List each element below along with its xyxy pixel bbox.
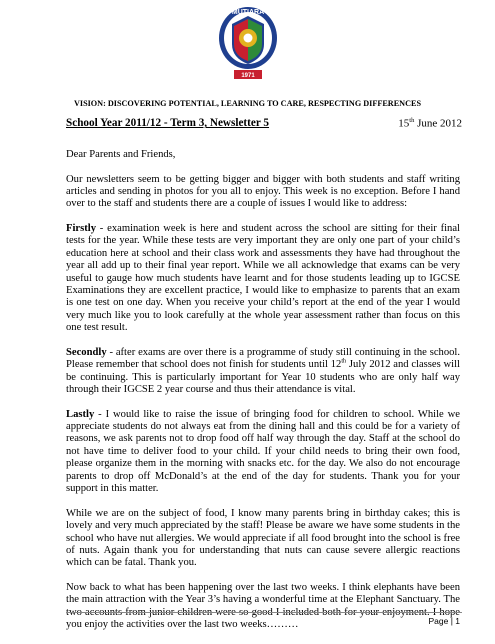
secondly-text-b: July 2012 and classes will be continuing. This is particularly important for Year 10 students who are only half way through their IGCSE 2 year course and thus their attendance is vital. bbox=[66, 359, 460, 396]
date-day: 15 bbox=[398, 117, 410, 130]
date-suffix: th bbox=[409, 117, 415, 124]
firstly-text: - examination week is here and student across the school are sitting for their final tests for the year. While these tests are very important they are only one part of your child’s education here at school and their class work and assessments they have had throughout the year all add up to their final year report. While we all acknowledge that exams can be very useful to gauge how much students have learnt and for those students leading up to IGCSE Examinations they are excellent practice, I would like to emphasize to parents that an exam is one test on one day. When you receive your child’s report at the end of the year I would very much like you to look carefully at the whole year assessment rather than focus on this one test result. bbox=[66, 223, 460, 334]
intro-paragraph: Our newsletters seem to be getting bigger and bigger with both students and staff writing articles and sending in photos for you all to enjoy. This week is no exception. Before I hand over to the staff and students there are a couple of issues I would like to address: bbox=[66, 173, 460, 210]
secondly-sup: th bbox=[341, 357, 347, 365]
closing-paragraph: Now back to what has been happening over the last two weeks. I think elephants have been the main attraction with the Year 3’s having a wonderful time at the Elephant Sanctuary. The two accounts from junior children were so good I included both for your enjoyment. I hope you enjoy the activities over the last two weeks……… bbox=[66, 581, 460, 631]
lastly-text: - I would like to raise the issue of bringing food for children to school. While we appreciate students do not always eat from the dining hall and this could be for a variety of reasons, we ask parents not to drop food off half way through the day. Staff at the school do not have time to deliver food to your child. If your child needs to bring their own food, please organize them in the morning with snacks etc. for the day. We also do not encourage parents to drop off McDonald’s at the end of the day for students. Thank you for your support in this matter. bbox=[66, 408, 460, 495]
lastly-paragraph bbox=[66, 409, 460, 496]
secondly-paragraph bbox=[66, 347, 460, 397]
lastly-label: Lastly bbox=[66, 408, 95, 420]
date-rest: June 2012 bbox=[414, 117, 462, 130]
firstly-paragraph bbox=[66, 223, 460, 335]
footer-divider bbox=[66, 612, 462, 613]
letter-body bbox=[66, 149, 460, 644]
vision-statement: VISION: DISCOVERING POTENTIAL, LEARNING TO CARE, RESPECTING DIFFERENCES bbox=[73, 99, 422, 108]
page-number: Page | 1 bbox=[428, 616, 460, 626]
secondly-label: Secondly bbox=[66, 346, 107, 358]
greeting: Dear Parents and Friends, bbox=[66, 149, 176, 160]
secondly-text-a: - after exams are over there is a programme of study still continuing in the school. Please remember that school does not finish for students until 12 bbox=[66, 346, 460, 371]
newsletter-title: School Year 2011/12 - Term 3, Newsletter 5 bbox=[66, 117, 270, 129]
school-crest-logo bbox=[216, 2, 280, 86]
firstly-label: Firstly bbox=[66, 223, 97, 234]
newsletter-date bbox=[398, 117, 462, 130]
page-footer bbox=[66, 612, 462, 626]
newsletter-header bbox=[66, 117, 462, 131]
food-paragraph: While we are on the subject of food, I know many parents bring in birthday cakes; this is lovely and very much appreciated by the staff! Please be aware we have some students in the school who have nut allergies. We would appreciate if all food brought into the school is free of nuts. Again thank you for understanding that nuts can cause severe allergic reactions which can be fatal. Thank you. bbox=[66, 507, 460, 569]
crest-year-text: 1971 bbox=[240, 73, 255, 79]
crest-name-text: MUTIARA bbox=[231, 9, 264, 16]
